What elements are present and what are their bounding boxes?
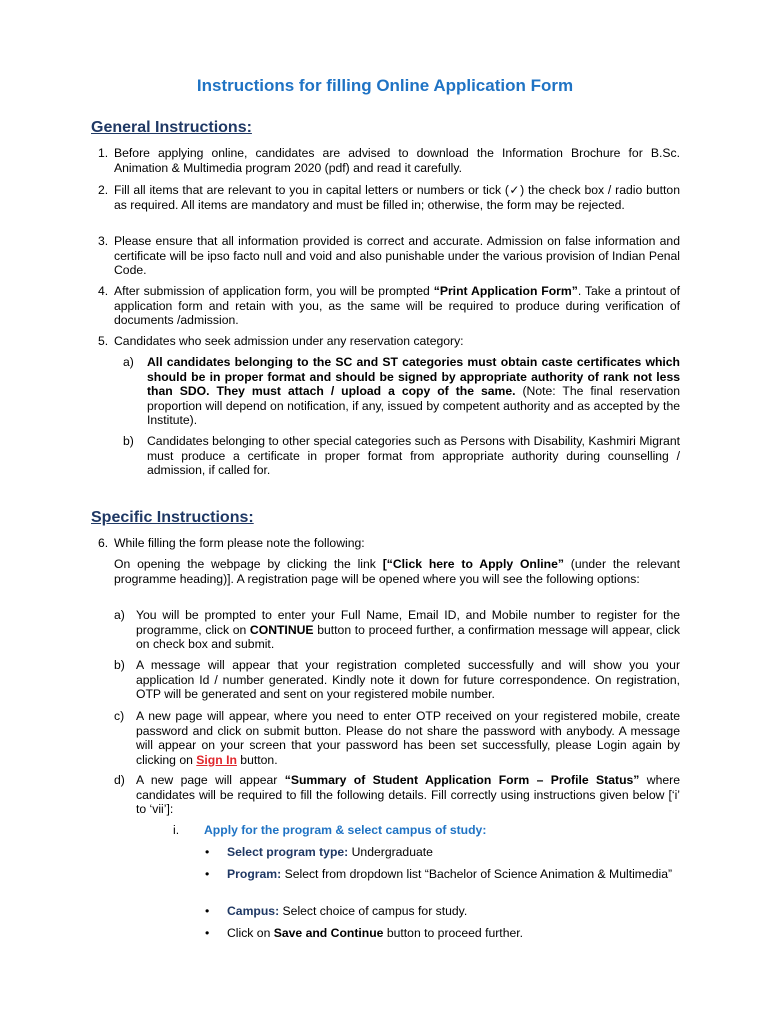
item-letter: a) — [114, 608, 125, 622]
specific-item-6-intro: While filling the form please note the following: — [114, 536, 365, 550]
bullet-program-type: Select program type: Undergraduate — [227, 845, 433, 859]
roman-numeral: i. — [173, 823, 180, 837]
item-letter: d) — [114, 773, 125, 787]
bullet-icon: • — [205, 845, 210, 859]
item-letter: b) — [114, 658, 125, 672]
sign-in-link[interactable]: Sign In — [196, 752, 237, 767]
bullet-campus: Campus: Select choice of campus for study. — [227, 904, 468, 918]
item-number: 3. — [98, 234, 109, 248]
specific-item-c: A new page will appear, where you need to enter OTP received on your registered mobile, create password and click on submit button. Please do not share the password with anybody. A message will appear on your screen that your password has been set successfully, please Login again by clicking on Sign In button. — [136, 709, 680, 767]
item-letter: c) — [114, 709, 125, 723]
item-number: 1. — [98, 146, 109, 160]
item-number: 5. — [98, 334, 109, 348]
bullet-program: Program: Select from dropdown list “Bachelor of Science Animation & Multimedia” — [227, 867, 673, 881]
reservation-item-b: Candidates belonging to other special categories such as Persons with Disability, Kashmiri Migrant must produce a certificate in proper format from appropriate authority during counselling / admission, if called for. — [147, 434, 680, 478]
specific-item-b: A message will appear that your registration completed successfully and will show you your application Id / number generated. Kindly note it down for future correspondence. On registration, OTP will be generated and sent on your registered mobile number. — [136, 658, 680, 702]
item-number: 4. — [98, 284, 109, 298]
bullet-icon: • — [205, 926, 210, 940]
bullet-save-continue: Click on Save and Continue button to proceed further. — [227, 926, 524, 940]
specific-instructions-heading: Specific Instructions: — [91, 509, 254, 526]
general-item-3: Please ensure that all information provided is correct and accurate. Admission on false information and certificate will be ipso facto null and void and also punishable under the various provision of Indian Penal Code. — [114, 234, 680, 278]
general-item-4: After submission of application form, you will be prompted “Print Application Form”. Take a printout of application form and retain with you, as the same will be required to produce during verification of documents /admission. — [114, 284, 681, 328]
general-item-2: Fill all items that are relevant to you in capital letters or numbers or tick (✓) the check box / radio button as required. All items are mandatory and must be filled in; otherwise, the form may be rejected. — [114, 183, 680, 212]
item-number: 6. — [98, 536, 109, 550]
specific-item-d: A new page will appear “Summary of Student Application Form – Profile Status” where candidates will be required to fill the following details. Fill correctly using instructions given below [‘i’ to ‘vii’]: — [136, 773, 680, 817]
general-instructions-heading: General Instructions: — [91, 119, 252, 136]
general-item-5: Candidates who seek admission under any reservation category: — [114, 334, 464, 348]
apply-program-heading: Apply for the program & select campus of study: — [204, 823, 487, 837]
specific-item-a: You will be prompted to enter your Full Name, Email ID, and Mobile number to register for the programme, click on CONTINUE button to proceed further, a confirmation message will appear, click on check box and submit. — [136, 608, 680, 652]
reservation-item-a: All candidates belonging to the SC and ST categories must obtain caste certificates which should be in proper format and should be signed by appropriate authority of rank not less than SDO. They must attach / upload a copy of the same. (Note: The final reservation proportion will depend on notification, if any, issued by competent authority and as accepted by the Institute). — [147, 355, 680, 428]
bullet-icon: • — [205, 904, 210, 918]
specific-item-6-paragraph: On opening the webpage by clicking the link [“Click here to Apply Online” (under the relevant programme heading)]. A registration page will be opened where you will see the following options: — [114, 557, 680, 586]
bullet-icon: • — [205, 867, 210, 881]
general-item-1: Before applying online, candidates are advised to download the Information Brochure for B.Sc. Animation & Multimedia program 2020 (pdf) and read it carefully. — [114, 146, 680, 175]
item-number: 2. — [98, 183, 109, 197]
page-title: Instructions for filling Online Application Form — [196, 76, 574, 95]
item-letter: b) — [123, 434, 134, 448]
item-letter: a) — [123, 355, 134, 369]
